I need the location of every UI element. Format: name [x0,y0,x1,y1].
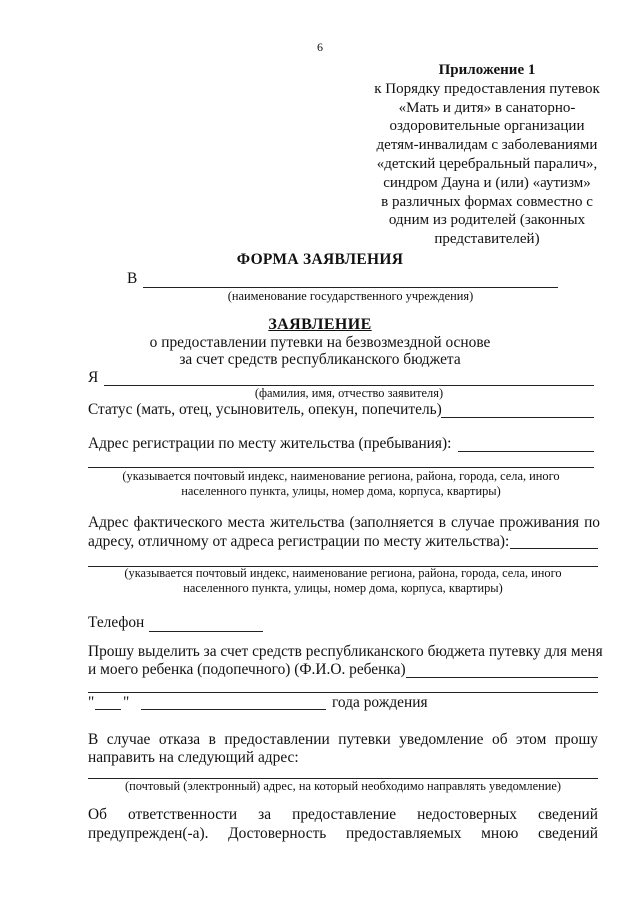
appendix-title: Приложение 1 [438,62,536,78]
birth-label: года рождения [332,694,428,711]
recipient-caption: (наименование государственного учреждения) [227,289,474,303]
actual-address-field[interactable] [510,548,598,549]
appendix-line: «Мать и дитя» в санаторно- [398,99,576,116]
applicant-prefix: Я [88,369,99,386]
birth-month-year-field[interactable] [141,709,326,710]
birth-quote-close: " [123,694,130,711]
appendix-line: «детский церебральный паралич», [376,155,598,172]
registration-caption-2: населенного пункта, улицы, номер дома, корпуса, квартиры) [181,484,501,498]
appendix-line: детям-инвалидам с заболеваниями [376,137,598,154]
refusal-caption: (почтовый (электронный) адрес, на который необходимо направлять уведомление) [124,779,562,793]
status-label: Статус (мать, отец, усыновитель, опекун, попечитель) [88,401,442,418]
statement-subtitle-2: за счет средств республиканского бюджета [179,351,461,368]
refusal-line-2: направить на следующий адрес: [88,749,299,766]
registration-field[interactable] [458,451,594,452]
statement-heading [0,316,640,334]
registration-label: Адрес регистрации по месту жительства (пребывания): [88,435,452,452]
status-field[interactable] [441,417,594,418]
child-name-field[interactable] [406,677,598,678]
actual-address-line-1: Адрес фактического места жительства (заполняется в случае проживания по [88,514,600,531]
phone-label: Телефон [88,614,145,631]
registration-field-continued[interactable] [88,467,594,468]
actual-address-line-2: адресу, отличному от адреса регистрации по месту жительства): [88,533,510,550]
statement-heading-text: ЗАЯВЛЕНИЕ [268,316,372,333]
request-line-2: и моего ребенка (подопечного) (Ф.И.О. ребенка) [88,661,406,678]
recipient-field[interactable] [143,287,558,288]
appendix-line: оздоровительные организации [389,118,585,135]
birth-day-field[interactable] [95,709,121,710]
recipient-prefix: В [127,270,138,287]
appendix-block [352,61,622,249]
form-title: ФОРМА ЗАЯВЛЕНИЯ [236,251,404,268]
actual-address-caption-2: населенного пункта, улицы, номер дома, корпуса, квартиры) [183,581,503,595]
appendix-line: представителей) [434,231,540,248]
page-number: 6 [317,40,323,54]
responsibility-line-1: Об ответственности за предоставление недостоверных сведений [88,806,598,823]
registration-caption-1: (указывается почтовый индекс, наименование региона, района, города, села, иного [122,469,560,483]
appendix-line: синдром Дауна и (или) «аутизм» [383,174,591,191]
phone-field[interactable] [149,631,263,632]
child-name-field-continued[interactable] [88,692,598,693]
birth-quote-open: " [88,694,95,711]
appendix-line: к Порядку предоставления путевок [374,80,600,97]
statement-subtitle-1: о предоставлении путевки на безвозмездной основе [149,334,491,351]
applicant-caption: (фамилия, имя, отчество заявителя) [254,386,444,400]
appendix-line: в различных формах совместно с [381,193,593,210]
request-line-1: Прошу выделить за счет средств республиканского бюджета путевку для меня [88,643,603,660]
appendix-line: одним из родителей (законных [388,212,586,229]
refusal-line-1: В случае отказа в предоставлении путевки уведомление об этом прошу [88,731,598,748]
responsibility-line-2: предупрежден(-а). Достоверность предоставляемых мною сведений [88,825,598,842]
actual-address-caption-1: (указывается почтовый индекс, наименование региона, района, города, села, иного [124,566,562,580]
